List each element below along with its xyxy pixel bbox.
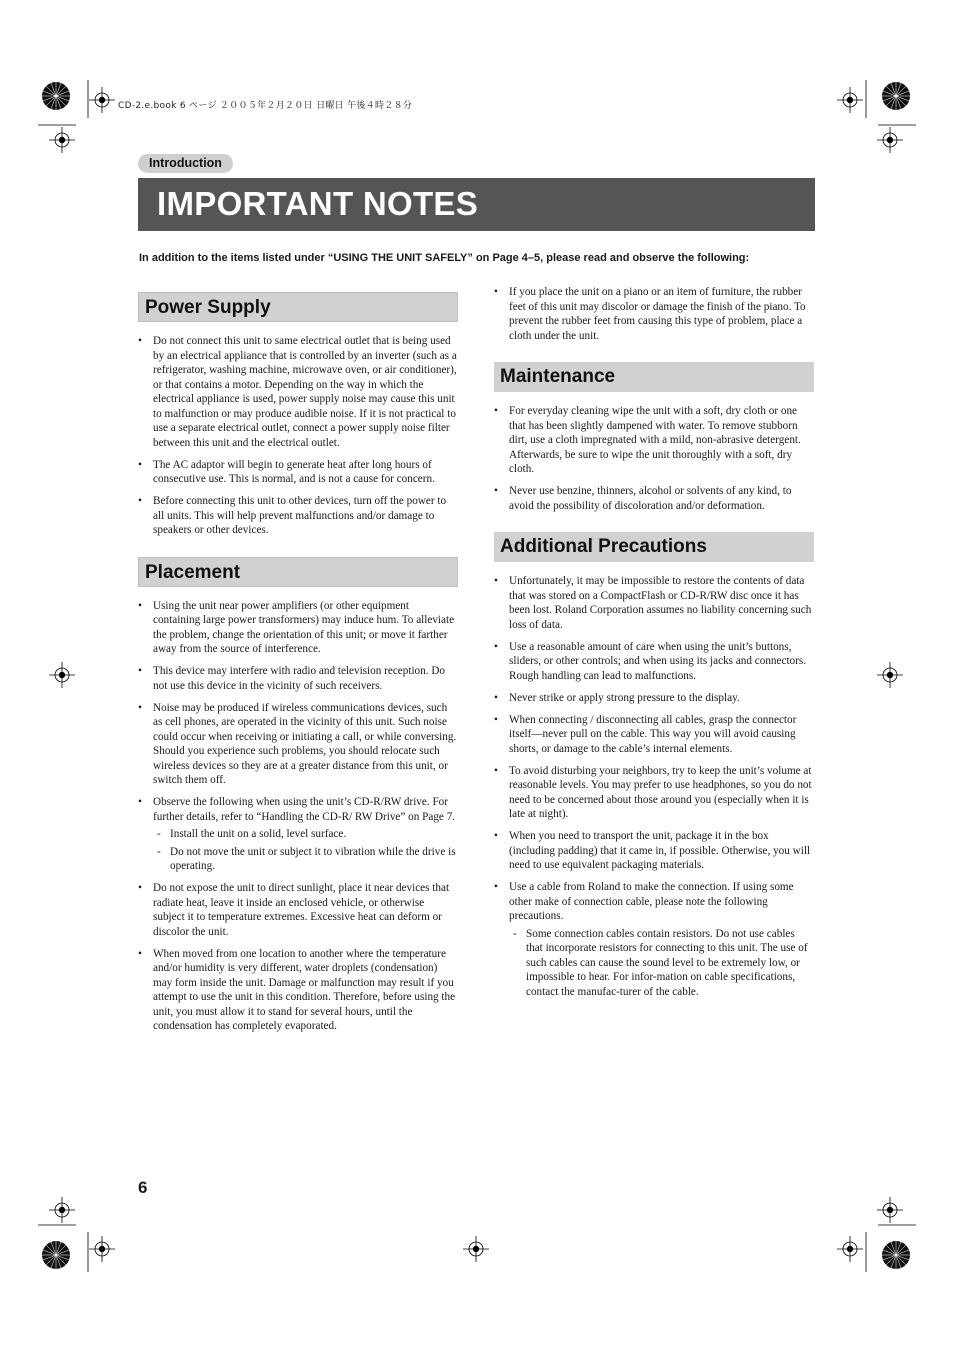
right-column: [494, 285, 814, 1007]
list-item: • This device may interfere with radio and television reception. Do not use this device in the vicinity of such receivers.: [138, 664, 458, 693]
list-item: • When moved from one location to another where the temperature and/or humidity is very different, water droplets (condensation) may form inside the unit. Damage or malfunction may result if you attempt to use the unit in this condition. Therefore, before using the unit, you must allow it to stand for several hours, until the condensation has completely evaporated.: [138, 947, 458, 1034]
list-item: • Never use benzine, thinners, alcohol or solvents of any kind, to avoid the possibility of discoloration and/or deformation.: [494, 484, 814, 513]
list-item: • Never strike or apply strong pressure to the display.: [494, 691, 814, 706]
list-item: • Using the unit near power amplifiers (or other equipment containing large power transformers) may induce hum. To alleviate the problem, change the orientation of this unit; or move it farther away from the source of interference.: [138, 599, 458, 657]
list-item-text: Observe the following when using the unit’s CD-R/RW drive. For further details, refer to “Handling the CD-R/ RW Drive” on Page 7.: [153, 796, 456, 823]
list-item: • When connecting / disconnecting all cables, grasp the connector itself—never pull on the cable. This way you will avoid causing shorts, or damage to the cable’s internal elements.: [494, 713, 814, 757]
power-supply-list: [138, 334, 458, 538]
intro-text: In addition to the items listed under “USING THE UNIT SAFELY” on Page 4–5, please read and observe the following:: [139, 252, 750, 264]
list-item: • To avoid disturbing your neighbors, try to keep the unit’s volume at reasonable levels. You may prefer to use headphones, so you do not need to be concerned about those around you (especially when it is late at night).: [494, 764, 814, 822]
cdrw-sublist: [153, 827, 458, 874]
power-supply-heading: Power Supply: [138, 292, 458, 322]
list-item: • Unfortunately, it may be impossible to restore the contents of data that was stored on a CompactFlash or CD-R/RW disc once it has been lost. Roland Corporation assumes no liability concerning such loss of data.: [494, 574, 814, 632]
list-item: [138, 795, 458, 874]
sub-list-item: - Some connection cables contain resistors. Do not use cables that incorporate resistors for connecting to this unit. The use of such cables can cause the sound level to be extremely low, or impossible to hear. For infor-mation on cable specifications, contact the manufac-turer of the cable.: [509, 927, 814, 1000]
cable-sublist: [509, 927, 814, 1000]
list-item: • Do not connect this unit to same electrical outlet that is being used by an electrical appliance that is controlled by an inverter (such as a refrigerator, washing machine, microwave oven, or air conditioner), or that contains a motor. Depending on the way in which the electrical appliance is used, power supply noise may cause this unit to malfunction or may produce audible noise. If it is not practical to use a separate electrical outlet, connect a power supply noise filter between this unit and the electrical outlet.: [138, 334, 458, 450]
list-item: [494, 880, 814, 999]
page-title: IMPORTANT NOTES: [157, 185, 479, 222]
page-number: 6: [138, 1178, 148, 1197]
list-item: • The AC adaptor will begin to generate heat after long hours of consecutive use. This is normal, and is not a cause for concern.: [138, 458, 458, 487]
list-item: • Use a reasonable amount of care when using the unit’s buttons, sliders, or other controls; and when using its jacks and connectors. Rough handling can lead to malfunctions.: [494, 640, 814, 684]
list-item: • Before connecting this unit to other devices, turn off the power to all units. This will help prevent malfunctions and/or damage to speakers or other devices.: [138, 494, 458, 538]
left-column: [138, 292, 458, 1041]
sub-list-item: - Do not move the unit or subject it to vibration while the drive is operating.: [153, 845, 458, 874]
sub-list-item: - Install the unit on a solid, level surface.: [153, 827, 458, 842]
print-file-info: CD-2.e.book 6 ページ ２００５年２月２０日 日曜日 午後４時２８分: [118, 101, 413, 111]
maintenance-heading: Maintenance: [494, 362, 814, 392]
list-item: • If you place the unit on a piano or an item of furniture, the rubber feet of this unit may discolor or damage the finish of the piano. To prevent the rubber feet from causing this type of problem, place a cloth under the unit.: [494, 285, 814, 343]
list-item: • For everyday cleaning wipe the unit with a soft, dry cloth or one that has been slightly dampened with water. To remove stubborn dirt, use a cloth impregnated with a mild, non-abrasive detergent. Afterwards, be sure to wipe the unit thoroughly with a soft, dry cloth.: [494, 404, 814, 477]
list-item: • When you need to transport the unit, package it in the box (including padding) that it came in, if possible. Otherwise, you will need to use equivalent packaging materials.: [494, 829, 814, 873]
maintenance-list: [494, 404, 814, 513]
additional-precautions-list: [494, 574, 814, 999]
list-item-text: Use a cable from Roland to make the connection. If using some other make of connection cable, please note the following precautions.: [509, 881, 794, 922]
section-tab: Introduction: [138, 154, 233, 173]
placement-heading: Placement: [138, 557, 458, 587]
additional-precautions-heading: Additional Precautions: [494, 532, 814, 562]
placement-continued-list: [494, 285, 814, 343]
list-item: • Noise may be produced if wireless communications devices, such as cell phones, are operated in the vicinity of this unit. Such noise could occur when receiving or initiating a call, or while conversing. Should you experience such problems, you should relocate such wireless devices so they are at a greater distance from this unit, or switch them off.: [138, 701, 458, 788]
list-item: • Do not expose the unit to direct sunlight, place it near devices that radiate heat, leave it inside an enclosed vehicle, or otherwise subject it to temperature extremes. Excessive heat can deform or discolor the unit.: [138, 881, 458, 939]
placement-list: [138, 599, 458, 1034]
